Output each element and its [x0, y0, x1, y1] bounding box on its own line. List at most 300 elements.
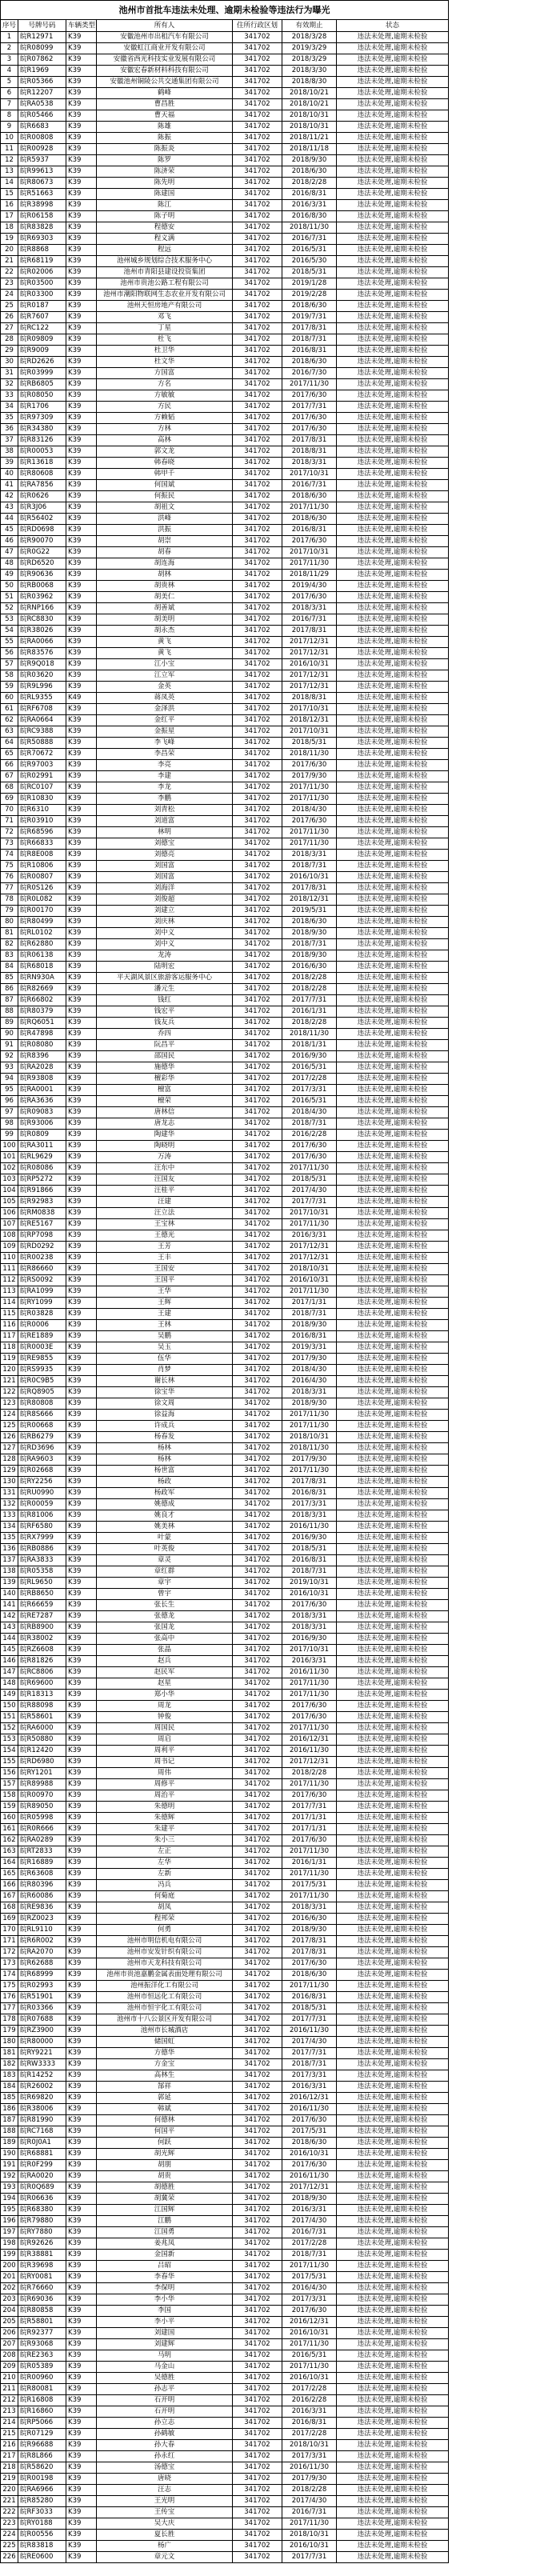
plate-number: 皖R66833 — [18, 838, 66, 850]
expiry-date: 2016/12/31 — [282, 1734, 337, 1746]
status-text: 违法未处理,逾期未检验 — [337, 1533, 449, 1544]
district-code: 341702 — [233, 827, 282, 838]
expiry-date: 2016/2/28 — [282, 1130, 337, 1141]
status-text: 违法未处理,逾期未检验 — [337, 1869, 449, 1880]
vehicle-type: K39 — [66, 827, 97, 838]
district-code: 341702 — [233, 782, 282, 794]
vehicle-type: K39 — [66, 805, 97, 816]
table-row — [1, 256, 449, 267]
expiry-date: 2017/11/30 — [282, 794, 337, 805]
status-text: 违法未处理,逾期未检验 — [337, 1466, 449, 1477]
expiry-date: 2018/6/30 — [282, 1970, 337, 1981]
row-index: 194 — [1, 2194, 18, 2205]
table-row — [1, 928, 449, 939]
vehicle-type: K39 — [66, 1880, 97, 1891]
plate-number: 皖R80608 — [18, 469, 66, 480]
plate-number: 皖R12420 — [18, 1746, 66, 1757]
status-text: 违法未处理,逾期未检验 — [337, 581, 449, 592]
expiry-date: 2017/10/31 — [282, 1208, 337, 1219]
plate-number: 皖RB8900 — [18, 1622, 66, 1634]
table-row — [1, 2306, 449, 2317]
expiry-date: 2016/8/31 — [282, 1992, 337, 2003]
owner-name: 江小宝 — [97, 659, 233, 670]
district-code: 341702 — [233, 2261, 282, 2272]
district-code: 341702 — [233, 166, 282, 178]
plate-number: 皖R1706 — [18, 402, 66, 413]
status-text: 违法未处理,逾期未检验 — [337, 1421, 449, 1432]
status-text: 违法未处理,逾期未检验 — [337, 133, 449, 144]
expiry-date: 2019/1/28 — [282, 278, 337, 290]
status-text: 违法未处理,逾期未检验 — [337, 1365, 449, 1376]
status-text: 违法未处理,逾期未检验 — [337, 1947, 449, 1958]
expiry-date: 2017/11/30 — [282, 558, 337, 570]
vehicle-type: K39 — [66, 1947, 97, 1958]
plate-number: 皖R83126 — [18, 435, 66, 446]
table-row — [1, 312, 449, 323]
district-code: 341702 — [233, 66, 282, 77]
row-index: 60 — [1, 693, 18, 704]
expiry-date: 2017/11/30 — [282, 1286, 337, 1298]
expiry-date: 2017/3/31 — [282, 1499, 337, 1510]
expiry-date: 2016/7/31 — [282, 480, 337, 491]
plate-number: 皖RF3033 — [18, 2507, 66, 2518]
expiry-date: 2018/12/31 — [282, 715, 337, 726]
table-row — [1, 2350, 449, 2362]
plate-number: 皖R86660 — [18, 1264, 66, 1275]
plate-number: 皖R76660 — [18, 2283, 66, 2294]
district-code: 341702 — [233, 1902, 282, 1914]
status-text: 违法未处理,逾期未检验 — [337, 2530, 449, 2541]
district-code: 341702 — [233, 1141, 282, 1152]
vehicle-type: K39 — [66, 1678, 97, 1690]
owner-name: 池州市长城酒店 — [97, 2026, 233, 2037]
vehicle-type: K39 — [66, 2451, 97, 2462]
owner-name: 池州市贵池嘉鹏金属表面处理有限公司 — [97, 1970, 233, 1981]
vehicle-type: K39 — [66, 850, 97, 861]
plate-number: 皖RA0289 — [18, 1835, 66, 1846]
owner-name: 方国富 — [97, 368, 233, 379]
row-index: 106 — [1, 1208, 18, 1219]
owner-name: 池州城乡规划综合技术服务中心 — [97, 256, 233, 267]
expiry-date: 2018/8/30 — [282, 77, 337, 88]
owner-name: 池州市明信机电有限公司 — [97, 1936, 233, 1947]
expiry-date: 2017/6/30 — [282, 2160, 337, 2171]
vehicle-type: K39 — [66, 1107, 97, 1118]
table-row — [1, 738, 449, 749]
row-index: 163 — [1, 1846, 18, 1858]
district-code: 341702 — [233, 659, 282, 670]
table-row — [1, 1779, 449, 1790]
plate-number: 皖R00238 — [18, 1253, 66, 1264]
vehicle-type: K39 — [66, 2014, 97, 2026]
vehicle-type: K39 — [66, 1757, 97, 1768]
row-index: 112 — [1, 1275, 18, 1286]
plate-number: 皖RA9603 — [18, 1454, 66, 1466]
row-index: 78 — [1, 894, 18, 906]
expiry-date: 2018/3/31 — [282, 1387, 337, 1398]
table-row — [1, 760, 449, 771]
expiry-date: 2016/7/31 — [282, 234, 337, 245]
owner-name: 龙涛 — [97, 950, 233, 962]
vehicle-type: K39 — [66, 256, 97, 267]
owner-name: 韩斌 — [97, 2104, 233, 2115]
district-code: 341702 — [233, 1421, 282, 1432]
vehicle-type: K39 — [66, 1398, 97, 1410]
plate-number: 皖RB6279 — [18, 1432, 66, 1443]
table-row — [1, 1555, 449, 1566]
plate-number: 皖R05466 — [18, 110, 66, 122]
expiry-date: 2019/5/31 — [282, 906, 337, 917]
table-row — [1, 1466, 449, 1477]
district-code: 341702 — [233, 2418, 282, 2429]
plate-number: 皖RD2626 — [18, 357, 66, 368]
owner-name: 池州市恒宇化工有限公司 — [97, 2003, 233, 2014]
row-index: 155 — [1, 1757, 18, 1768]
expiry-date: 2016/8/31 — [282, 189, 337, 200]
expiry-date: 2018/3/31 — [282, 1902, 337, 1914]
row-index: 117 — [1, 1331, 18, 1342]
expiry-date: 2016/12/31 — [282, 2093, 337, 2104]
plate-number: 皖RA2028 — [18, 1062, 66, 1074]
table-row — [1, 54, 449, 66]
vehicle-type: K39 — [66, 2418, 97, 2429]
vehicle-type: K39 — [66, 222, 97, 234]
expiry-date: 2016/1/31 — [282, 1006, 337, 1018]
table-row — [1, 670, 449, 682]
expiry-date: 2018/5/31 — [282, 738, 337, 749]
district-code: 341702 — [233, 2059, 282, 2070]
owner-name: 章元文 — [97, 2552, 233, 2563]
district-code: 341702 — [233, 1387, 282, 1398]
district-code: 341702 — [233, 1186, 282, 1197]
plate-number: 皖R03962 — [18, 592, 66, 603]
owner-name: 刘中义 — [97, 939, 233, 950]
plate-number: 皖R38881 — [18, 2250, 66, 2261]
plate-number: 皖R89050 — [18, 1802, 66, 1813]
vehicle-type: K39 — [66, 2541, 97, 2552]
expiry-date: 2017/6/30 — [282, 2115, 337, 2126]
row-index: 127 — [1, 1443, 18, 1454]
row-index: 3 — [1, 54, 18, 66]
vehicle-type: K39 — [66, 1858, 97, 1869]
owner-name: 陈罗 — [97, 155, 233, 166]
expiry-date: 2017/12/31 — [282, 1253, 337, 1264]
vehicle-type: K39 — [66, 1118, 97, 1130]
table-row — [1, 1958, 449, 1970]
table-row — [1, 2149, 449, 2160]
plate-number: 皖R00053 — [18, 446, 66, 458]
owner-name: 陶晓明 — [97, 1141, 233, 1152]
district-code: 341702 — [233, 2227, 282, 2238]
expiry-date: 2016/3/31 — [282, 1230, 337, 1242]
row-index: 40 — [1, 469, 18, 480]
district-code: 341702 — [233, 2306, 282, 2317]
plate-number: 皖R02991 — [18, 771, 66, 782]
table-row — [1, 1421, 449, 1432]
status-text: 违法未处理,逾期未检验 — [337, 200, 449, 211]
plate-number: 皖R63608 — [18, 1869, 66, 1880]
owner-name: 钱宏平 — [97, 1006, 233, 1018]
plate-number: 皖RD0698 — [18, 525, 66, 536]
vehicle-type: K39 — [66, 626, 97, 637]
owner-name: 施德华 — [97, 1062, 233, 1074]
table-row — [1, 2194, 449, 2205]
owner-name: 杨林 — [97, 1443, 233, 1454]
plate-number: 皖R07862 — [18, 54, 66, 66]
status-text: 违法未处理,逾期未检验 — [337, 1410, 449, 1421]
vehicle-type: K39 — [66, 1992, 97, 2003]
status-text: 违法未处理,逾期未检验 — [337, 1163, 449, 1174]
status-text: 违法未处理,逾期未检验 — [337, 2115, 449, 2126]
owner-name: 何菊庭 — [97, 1891, 233, 1902]
vehicle-type: K39 — [66, 1779, 97, 1790]
owner-name: 左新 — [97, 1869, 233, 1880]
vehicle-type: K39 — [66, 2507, 97, 2518]
plate-number: 皖R09809 — [18, 334, 66, 346]
owner-name: 钱友兵 — [97, 1018, 233, 1029]
table-row — [1, 514, 449, 525]
row-index: 222 — [1, 2507, 18, 2518]
table-row — [1, 1902, 449, 1914]
row-index: 148 — [1, 1678, 18, 1690]
owner-name: 周国民 — [97, 1723, 233, 1734]
table-row — [1, 1365, 449, 1376]
table-row — [1, 1253, 449, 1264]
owner-name: 江国勇 — [97, 2227, 233, 2238]
vehicle-type: K39 — [66, 211, 97, 222]
expiry-date: 2016/7/31 — [282, 2227, 337, 2238]
expiry-date: 2017/2/28 — [282, 2238, 337, 2250]
district-code: 341702 — [233, 1634, 282, 1645]
row-index: 185 — [1, 2093, 18, 2104]
table-row — [1, 1734, 449, 1746]
row-index: 176 — [1, 1992, 18, 2003]
vehicle-type: K39 — [66, 1141, 97, 1152]
owner-name: 胡冀荣 — [97, 2194, 233, 2205]
district-code: 341702 — [233, 850, 282, 861]
district-code: 341702 — [233, 771, 282, 782]
plate-number: 皖R03910 — [18, 816, 66, 827]
row-index: 108 — [1, 1230, 18, 1242]
plate-number: 皖RF6580 — [18, 1522, 66, 1533]
row-index: 167 — [1, 1891, 18, 1902]
plate-number: 皖RZ0023 — [18, 1914, 66, 1925]
district-code: 341702 — [233, 2518, 282, 2530]
district-code: 341702 — [233, 200, 282, 211]
table-row — [1, 390, 449, 402]
district-code: 341702 — [233, 1253, 282, 1264]
status-text: 违法未处理,逾期未检验 — [337, 1522, 449, 1533]
row-index: 84 — [1, 962, 18, 973]
expiry-date: 2017/8/31 — [282, 435, 337, 446]
vehicle-type: K39 — [66, 950, 97, 962]
status-text: 违法未处理,逾期未检验 — [337, 1723, 449, 1734]
vehicle-type: K39 — [66, 2059, 97, 2070]
plate-number: 皖R80081 — [18, 2384, 66, 2395]
plate-number: 皖R06158 — [18, 211, 66, 222]
vehicle-type: K49 — [66, 693, 97, 704]
expiry-date: 2016/3/31 — [282, 200, 337, 211]
plate-number: 皖R51663 — [18, 189, 66, 200]
status-text: 违法未处理,逾期未检验 — [337, 794, 449, 805]
table-row — [1, 883, 449, 894]
status-text: 违法未处理,逾期未检验 — [337, 1107, 449, 1118]
status-text: 违法未处理,逾期未检验 — [337, 2518, 449, 2530]
row-index: 46 — [1, 536, 18, 547]
expiry-date: 2017/6/30 — [282, 1152, 337, 1163]
table-row — [1, 771, 449, 782]
vehicle-type: K39 — [66, 166, 97, 178]
row-index: 166 — [1, 1880, 18, 1891]
row-index: 143 — [1, 1622, 18, 1634]
status-text: 违法未处理,逾期未检验 — [337, 390, 449, 402]
district-code: 341702 — [233, 491, 282, 502]
table-row — [1, 2362, 449, 2373]
row-index: 216 — [1, 2440, 18, 2451]
row-index: 10 — [1, 133, 18, 144]
row-index: 55 — [1, 637, 18, 648]
owner-name: 杜文华 — [97, 357, 233, 368]
status-text: 违法未处理,逾期未检验 — [337, 1342, 449, 1354]
expiry-date: 2019/2/28 — [282, 290, 337, 301]
row-index: 136 — [1, 1544, 18, 1555]
plate-number: 皖RA3833 — [18, 1555, 66, 1566]
status-text: 违法未处理,逾期未检验 — [337, 2059, 449, 2070]
plate-number: 皖R16860 — [18, 2406, 66, 2418]
row-index: 70 — [1, 805, 18, 816]
vehicle-type: K39 — [66, 2093, 97, 2104]
district-code: 341702 — [233, 794, 282, 805]
plate-number: 皖R81826 — [18, 1656, 66, 1667]
table-row — [1, 1846, 449, 1858]
district-code: 341702 — [233, 2317, 282, 2328]
vehicle-type: K39 — [66, 917, 97, 928]
expiry-date: 2018/8/31 — [282, 446, 337, 458]
status-text: 违法未处理,逾期未检验 — [337, 1589, 449, 1600]
expiry-date: 2017/6/30 — [282, 1835, 337, 1846]
vehicle-type: K39 — [66, 1712, 97, 1723]
status-text: 违法未处理,逾期未检验 — [337, 1734, 449, 1746]
expiry-date: 2018/7/31 — [282, 1309, 337, 1320]
row-index: 171 — [1, 1936, 18, 1947]
table-row — [1, 2250, 449, 2261]
expiry-date: 2017/2/28 — [282, 2384, 337, 2395]
status-text: 违法未处理,逾期未检验 — [337, 1768, 449, 1779]
vehicle-type: K39 — [66, 323, 97, 334]
status-text: 违法未处理,逾期未检验 — [337, 906, 449, 917]
vehicle-type: K39 — [66, 2395, 97, 2406]
status-text: 违法未处理,逾期未检验 — [337, 2395, 449, 2406]
plate-number: 皖R05389 — [18, 2362, 66, 2373]
status-text: 违法未处理,逾期未检验 — [337, 738, 449, 749]
row-index: 189 — [1, 2138, 18, 2149]
status-text: 违法未处理,逾期未检验 — [337, 144, 449, 155]
plate-number: 皖R0F299 — [18, 2160, 66, 2171]
status-text: 违法未处理,逾期未检验 — [337, 2451, 449, 2462]
owner-name: 池州天恒房地产有限公司 — [97, 301, 233, 312]
row-index: 177 — [1, 2003, 18, 2014]
status-text: 违法未处理,逾期未检验 — [337, 850, 449, 861]
vehicle-type: K39 — [66, 1477, 97, 1488]
status-text: 违法未处理,逾期未检验 — [337, 2238, 449, 2250]
district-code: 341702 — [233, 2126, 282, 2138]
vehicle-type: K39 — [66, 2328, 97, 2339]
expiry-date: 2017/11/30 — [282, 1163, 337, 1174]
table-row — [1, 659, 449, 670]
expiry-date: 2018/2/28 — [282, 1768, 337, 1779]
owner-name: 王华 — [97, 1286, 233, 1298]
owner-name: 杨政军 — [97, 1488, 233, 1499]
status-text: 违法未处理,逾期未检验 — [337, 558, 449, 570]
expiry-date: 2017/2/28 — [282, 2429, 337, 2440]
expiry-date: 2017/8/31 — [282, 883, 337, 894]
expiry-date: 2018/11/30 — [282, 1443, 337, 1454]
table-row — [1, 2496, 449, 2507]
table-row — [1, 1354, 449, 1365]
plate-number: 皖R80379 — [18, 1006, 66, 1018]
status-text: 违法未处理,逾期未检验 — [337, 547, 449, 558]
owner-name: 高林生 — [97, 2070, 233, 2082]
district-code: 341702 — [233, 1533, 282, 1544]
district-code: 341702 — [233, 1230, 282, 1242]
vehicle-type: K39 — [66, 435, 97, 446]
expiry-date: 2017/11/30 — [282, 2261, 337, 2272]
vehicle-type: K39 — [66, 234, 97, 245]
owner-name: 姚良才 — [97, 1510, 233, 1522]
vehicle-type: K39 — [66, 2194, 97, 2205]
row-index: 184 — [1, 2082, 18, 2093]
vehicle-type: K39 — [66, 1970, 97, 1981]
owner-name: 王辉 — [97, 1298, 233, 1309]
district-code: 341702 — [233, 1242, 282, 1253]
owner-name: 刘国富 — [97, 861, 233, 872]
table-row — [1, 200, 449, 211]
status-text: 违法未处理,逾期未检验 — [337, 984, 449, 995]
plate-number: 皖R03300 — [18, 290, 66, 301]
row-index: 124 — [1, 1410, 18, 1421]
owner-name: 朱德辉 — [97, 1813, 233, 1824]
vehicle-type: K39 — [66, 278, 97, 290]
plate-number: 皖RE0600 — [18, 2552, 66, 2563]
plate-number: 皖R68018 — [18, 962, 66, 973]
owner-name: 胡崇 — [97, 536, 233, 547]
owner-name: 李建 — [97, 771, 233, 782]
expiry-date: 2016/11/30 — [282, 1746, 337, 1757]
expiry-date: 2018/2/28 — [282, 1018, 337, 1029]
table-row — [1, 794, 449, 805]
table-row — [1, 917, 449, 928]
district-code: 341702 — [233, 32, 282, 43]
district-code: 341702 — [233, 1656, 282, 1667]
vehicle-type: K39 — [66, 502, 97, 514]
vehicle-type: K39 — [66, 2272, 97, 2283]
table-row — [1, 850, 449, 861]
plate-number: 皖R02668 — [18, 1466, 66, 1477]
status-text: 违法未处理,逾期未检验 — [337, 514, 449, 525]
expiry-date: 2017/6/30 — [282, 1790, 337, 1802]
table-row — [1, 1219, 449, 1230]
table-row — [1, 984, 449, 995]
plate-number: 皖R68380 — [18, 2205, 66, 2216]
row-index: 86 — [1, 984, 18, 995]
status-text: 违法未处理,逾期未检验 — [337, 2104, 449, 2115]
table-row — [1, 973, 449, 984]
plate-number: 皖R90636 — [18, 570, 66, 581]
plate-number: 皖R03500 — [18, 278, 66, 290]
table-row — [1, 178, 449, 189]
table-row — [1, 2272, 449, 2283]
row-index: 13 — [1, 166, 18, 178]
